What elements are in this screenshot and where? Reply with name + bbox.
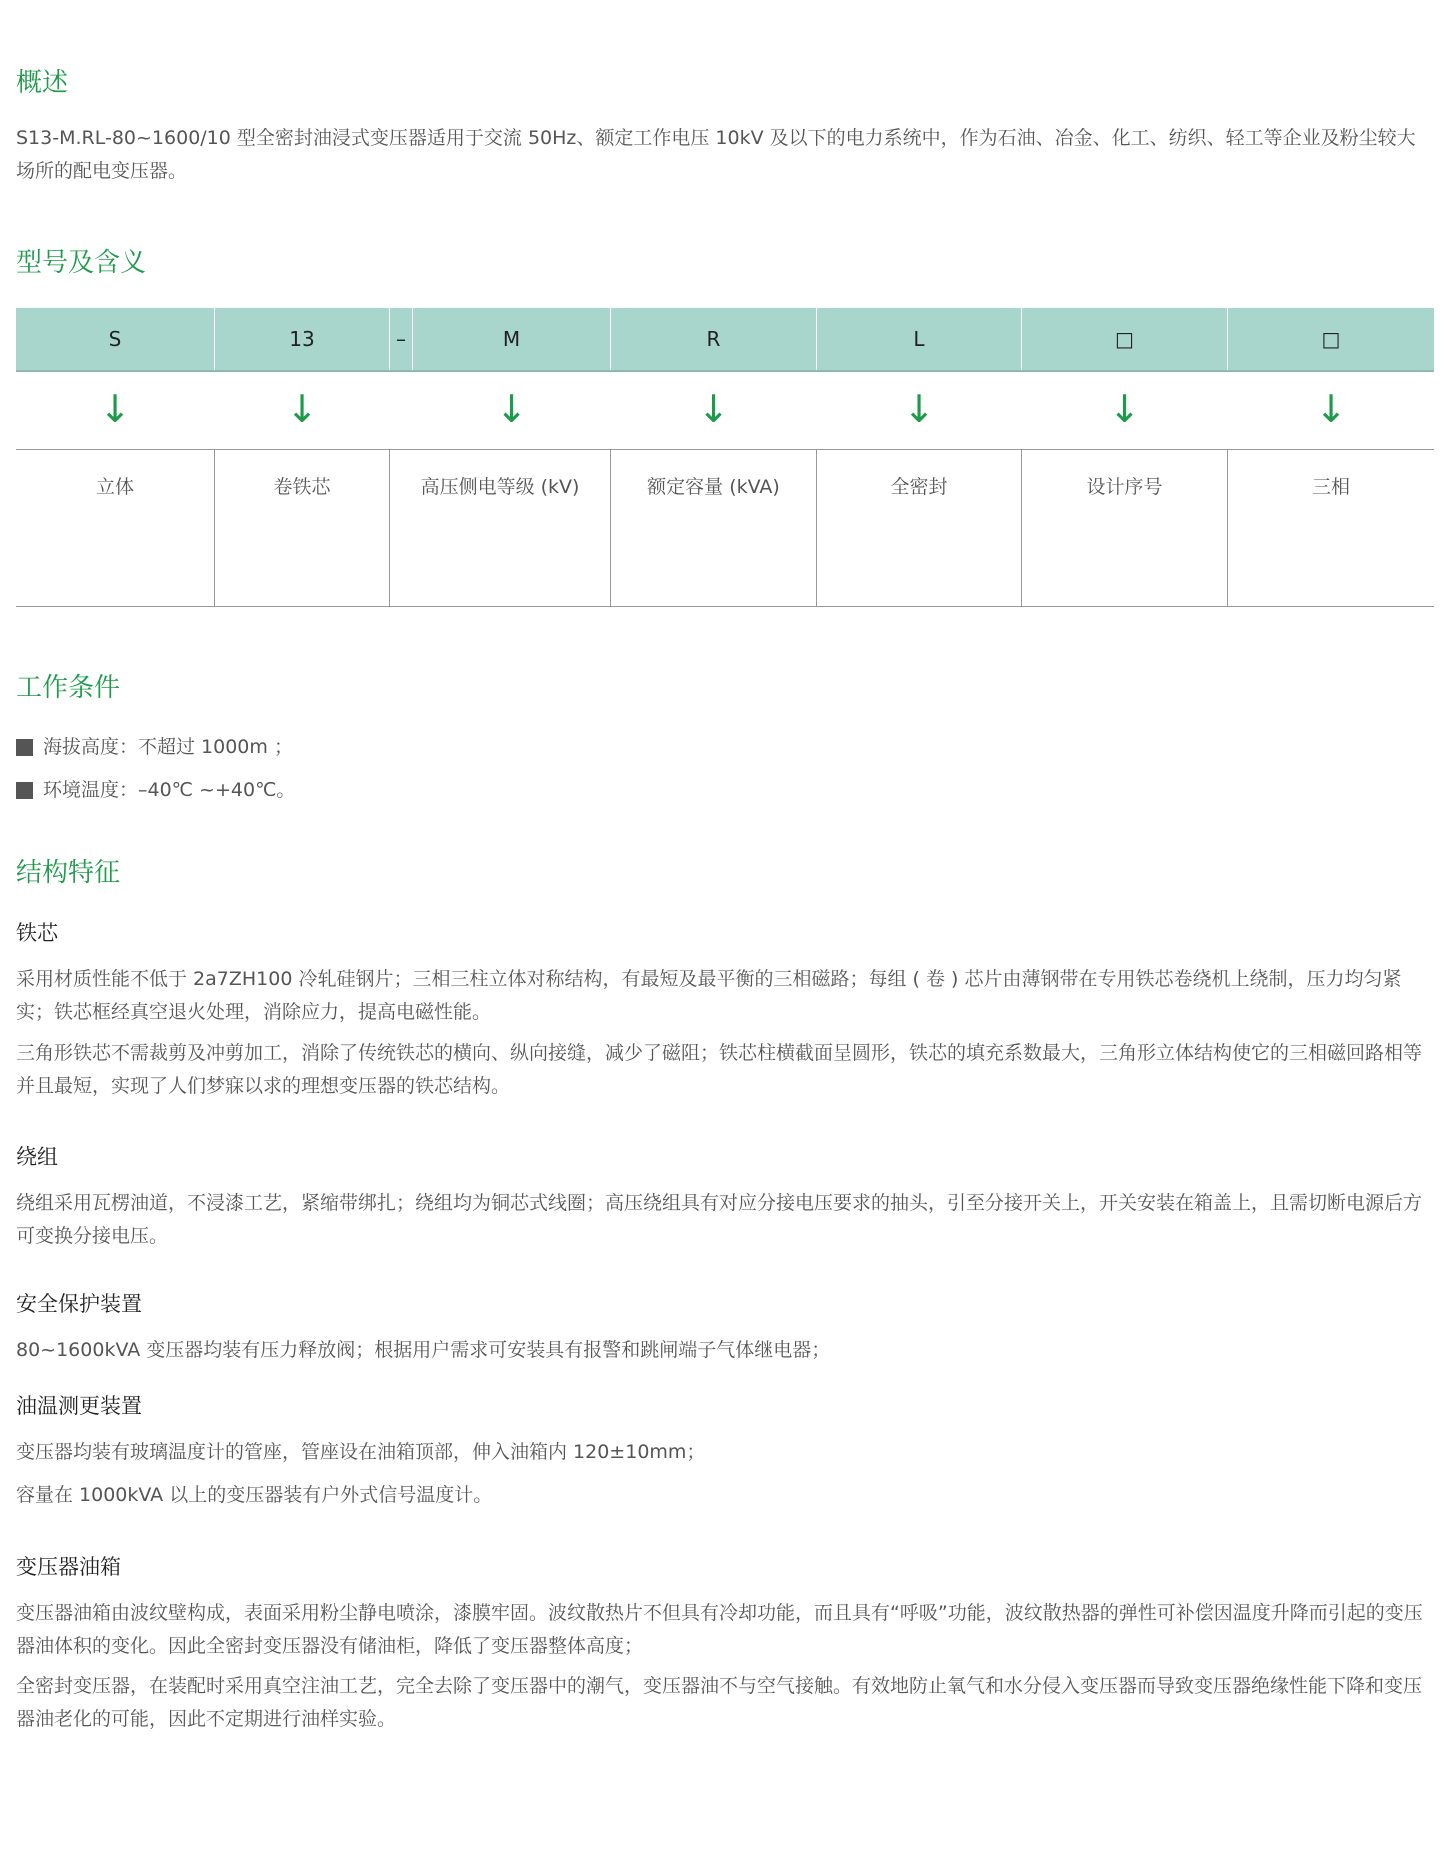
divider: [16, 606, 1434, 607]
winding-paragraph: 绕组采用瓦楞油道，不浸漆工艺，紧缩带绑扎；绕组均为铜芯式线圈；高压绕组具有对应分接电压要求的抽头，引至分接开关上，开关安装在箱盖上，且需切断电源后方可变换分接电压。: [16, 1192, 1423, 1247]
meaning-cell: 高压侧电等级 (kV): [420, 476, 580, 498]
code-13: 13: [289, 327, 315, 351]
structure-title: 结构特征: [16, 858, 121, 888]
meaning-cell: 全密封: [890, 476, 948, 498]
safety-paragraph: 80~1600kVA 变压器均装有压力释放阀；根据用户需求可安装具有报警和跳闸端子气体继电器；: [16, 1339, 831, 1361]
safety-title: 安全保护装置: [16, 1292, 142, 1316]
condition-item: 海拔高度：不超过 1000m ；: [16, 733, 293, 761]
meaning-cell: 额定容量 (kVA): [647, 476, 780, 498]
core-paragraph: 采用材质性能不低于 2a7ZH100 冷轧硅钢片；三相三柱立体对称结构，有最短及最平衡的三相磁路；每组 ( 卷 ) 芯片由薄钢带在专用铁芯卷绕机上绕制，压力均匀紧实；铁芯框经真空退火处理，消除应力，提高电磁性能。: [16, 968, 1402, 1023]
arrow-down-icon: ↓: [286, 387, 318, 431]
overview-title: 概述: [16, 68, 69, 98]
meaning-cell: 立体: [95, 476, 134, 498]
arrow-down-icon: ↓: [697, 387, 730, 431]
code-r: R: [706, 327, 721, 351]
meaning-cell: 卷铁芯: [273, 476, 331, 498]
arrow-down-icon: ↓: [903, 387, 935, 431]
arrow-down-icon: ↓: [495, 387, 528, 431]
conditions-title: 工作条件: [16, 673, 121, 703]
code-box-1: □: [1115, 327, 1134, 351]
code-dash: –: [396, 327, 406, 351]
square-bullet-icon: [16, 782, 33, 799]
tank-paragraph: 变压器油箱由波纹壁构成，表面采用粉尘静电喷涂，漆膜牢固。波纹散热片不但具有冷却功能，而且具有“呼吸”功能，波纹散热器的弹性可补偿因温度升降而引起的变压器油体积的变化。因此全密封变压器没有储油柜，降低了变压器整体高度；: [16, 1602, 1423, 1657]
code-m: M: [502, 327, 521, 351]
tank-paragraph: 全密封变压器，在装配时采用真空注油工艺，完全去除了变压器中的潮气，变压器油不与空气接触。有效地防止氧气和水分侵入变压器而导致变压器绝缘性能下降和变压器油老化的可能，因此不定期进行油样实验。: [16, 1675, 1423, 1730]
model-title: 型号及含义: [16, 248, 147, 278]
oiltemp-paragraph: 变压器均装有玻璃温度计的管座，管座设在油箱顶部，伸入油箱内 120±10mm；: [16, 1441, 706, 1463]
arrow-down-icon: ↓: [1108, 387, 1141, 431]
arrow-down-icon: ↓: [99, 387, 131, 431]
condition-item: 环境温度：–40℃ ~+40℃。: [16, 776, 295, 804]
code-box-2: □: [1321, 327, 1341, 351]
winding-title: 绕组: [16, 1145, 58, 1169]
tank-title: 变压器油箱: [16, 1555, 121, 1579]
model-code-row: [16, 308, 1434, 372]
oiltemp-paragraph: 容量在 1000kVA 以上的变压器装有户外式信号温度计。: [16, 1484, 493, 1506]
model-table: [16, 308, 1434, 608]
square-bullet-icon: [16, 739, 33, 756]
arrow-down-icon: ↓: [1315, 387, 1347, 431]
core-paragraph: 三角形铁芯不需裁剪及冲剪加工，消除了传统铁芯的横向、纵向接缝，减少了磁阻；铁芯柱横截面呈圆形，铁芯的填充系数最大，三角形立体结构使它的三相磁回路相等并且最短，实现了人们梦寐以求的理想变压器的铁芯结构。: [16, 1042, 1423, 1097]
code-s: S: [108, 327, 122, 351]
meaning-cell: 三相: [1311, 476, 1350, 498]
overview-text: S13-M.RL-80~1600/10 型全密封油浸式变压器适用于交流 50Hz、额定工作电压 10kV 及以下的电力系统中，作为石油、冶金、化工、纺织、轻工等企业及粉尘较大场所的配电变压器。: [16, 127, 1416, 182]
oiltemp-title: 油温测更装置: [16, 1394, 142, 1418]
core-title: 铁芯: [16, 921, 58, 945]
meaning-cell: 设计序号: [1086, 476, 1163, 498]
code-l: L: [913, 327, 925, 351]
